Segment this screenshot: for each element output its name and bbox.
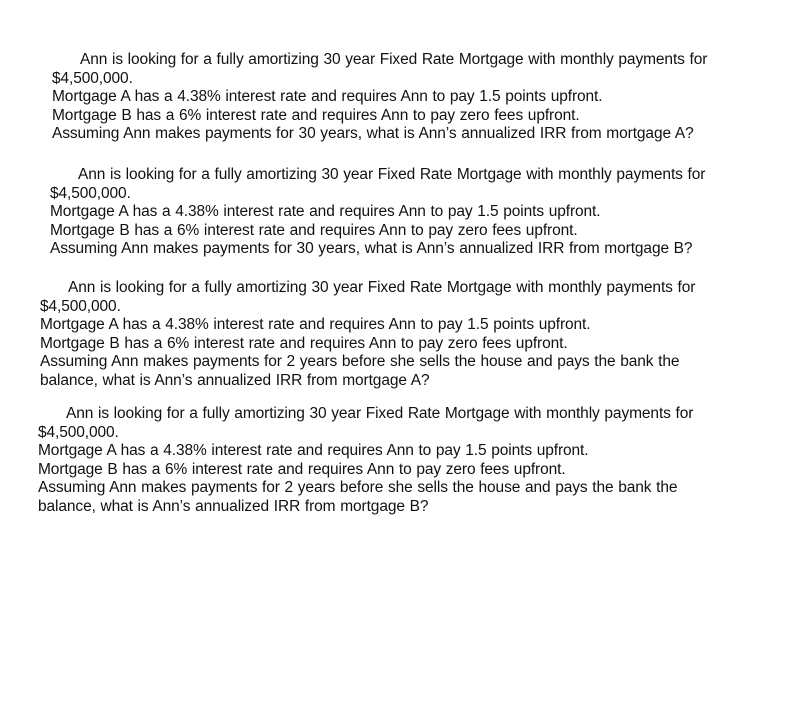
loan-amount: $4,500,000. bbox=[50, 184, 131, 202]
problem-question: Assuming Ann makes payments for 30 years, what is Ann’s annualized IRR from mortgage A? bbox=[52, 125, 694, 143]
mortgage-a-terms: Mortgage A has a 4.38% interest rate and requires Ann to pay 1.5 points upfront. bbox=[52, 88, 603, 106]
problem-3 bbox=[40, 279, 730, 391]
problem-question-line-2: balance, what is Ann’s annualized IRR from mortgage B? bbox=[38, 497, 429, 515]
problem-4 bbox=[38, 405, 728, 517]
problem-1 bbox=[52, 51, 752, 144]
mortgage-b-terms: Mortgage B has a 6% interest rate and requires Ann to pay zero fees upfront. bbox=[52, 106, 580, 124]
loan-amount: $4,500,000. bbox=[52, 69, 133, 87]
problem-intro: Ann is looking for a fully amortizing 30 year Fixed Rate Mortgage with monthly payments for bbox=[66, 405, 694, 422]
problem-question: Assuming Ann makes payments for 30 years, what is Ann’s annualized IRR from mortgage B? bbox=[50, 240, 693, 258]
mortgage-a-terms: Mortgage A has a 4.38% interest rate and requires Ann to pay 1.5 points upfront. bbox=[40, 316, 591, 334]
problem-intro: Ann is looking for a fully amortizing 30 year Fixed Rate Mortgage with monthly payments for bbox=[78, 166, 706, 183]
problem-2 bbox=[50, 166, 750, 259]
problem-intro: Ann is looking for a fully amortizing 30 year Fixed Rate Mortgage with monthly payments for bbox=[68, 279, 696, 296]
problem-intro: Ann is looking for a fully amortizing 30 year Fixed Rate Mortgage with monthly payments for bbox=[80, 51, 708, 68]
mortgage-b-terms: Mortgage B has a 6% interest rate and requires Ann to pay zero fees upfront. bbox=[50, 221, 578, 239]
mortgage-a-terms: Mortgage A has a 4.38% interest rate and requires Ann to pay 1.5 points upfront. bbox=[50, 203, 601, 221]
loan-amount: $4,500,000. bbox=[40, 297, 121, 315]
problem-question-line-1: Assuming Ann makes payments for 2 years before she sells the house and pays the bank the bbox=[38, 479, 678, 497]
problem-question-line-1: Assuming Ann makes payments for 2 years before she sells the house and pays the bank the bbox=[40, 353, 680, 371]
problem-question-line-2: balance, what is Ann’s annualized IRR from mortgage A? bbox=[40, 371, 430, 389]
loan-amount: $4,500,000. bbox=[38, 423, 119, 441]
mortgage-a-terms: Mortgage A has a 4.38% interest rate and requires Ann to pay 1.5 points upfront. bbox=[38, 442, 589, 460]
mortgage-b-terms: Mortgage B has a 6% interest rate and requires Ann to pay zero fees upfront. bbox=[38, 460, 566, 478]
mortgage-b-terms: Mortgage B has a 6% interest rate and requires Ann to pay zero fees upfront. bbox=[40, 334, 568, 352]
